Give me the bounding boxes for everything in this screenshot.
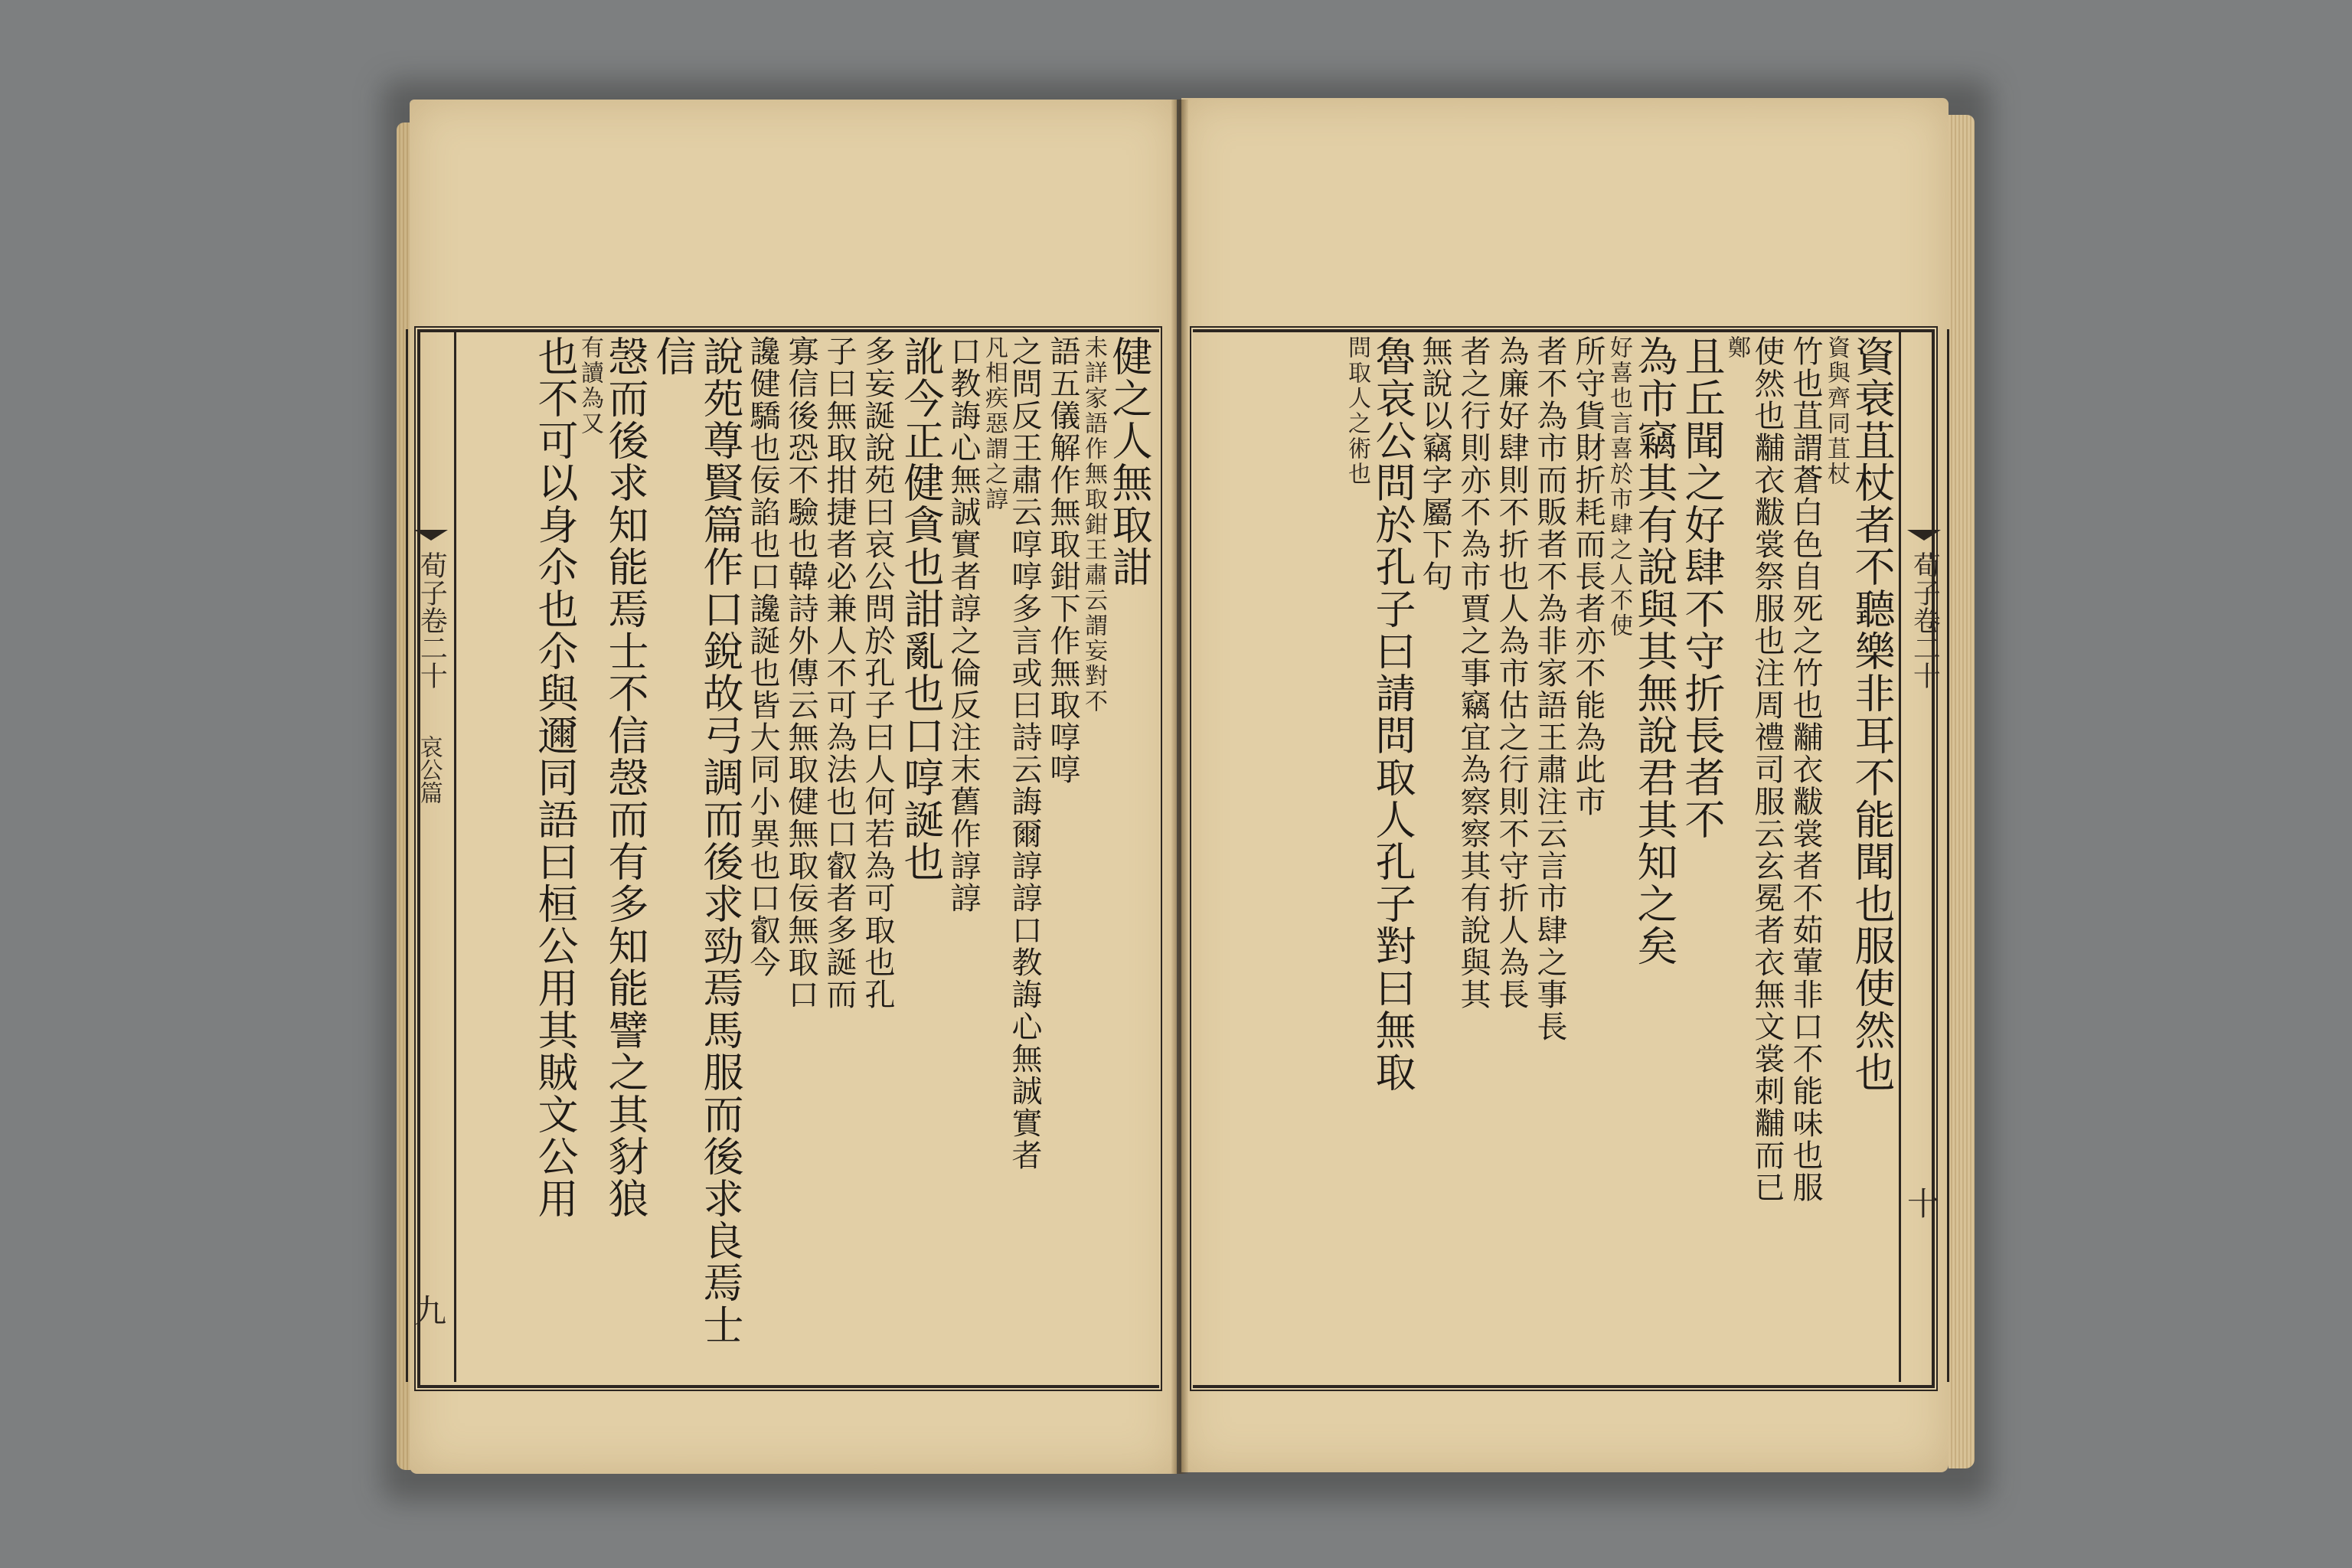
- text-column: 愨而後求知能焉士不信愨而有多知能譬之其豺狼: [602, 335, 648, 1220]
- band-page-number: 九: [414, 1292, 447, 1330]
- text-column: 使然也黼衣黻裳祭服也注周禮司服云玄冕者衣無文裳刺黼而已: [1749, 335, 1785, 1204]
- text-column: 寡信後恐不驗也韓詩外傳云無取健無取佞無取口: [783, 335, 818, 1011]
- annotation-column: 資與齊同苴杖: [1823, 335, 1850, 487]
- text-column: 為廉好肆則不折也人為市估之行則不守折人為長: [1494, 335, 1529, 1011]
- annotation-column: 凡相疾惡謂之諄: [981, 335, 1008, 512]
- text-column: 者之行則亦不為市賈之事竊宜為察察其有說與其: [1455, 335, 1491, 1011]
- text-column: 所守貨財折耗而長者亦不能為此市: [1570, 335, 1606, 818]
- annotation-column: 問取人之術也: [1344, 335, 1370, 487]
- right-page-edges: [1949, 115, 1975, 1468]
- annotation-column: 有讀為又: [577, 335, 603, 436]
- text-column: 子曰無取拑捷者必兼人不可為法也口叡者多誕而: [822, 335, 857, 1011]
- annotation-column: 鄭: [1723, 335, 1750, 361]
- text-column: 說苑尊賢篇作口銳故弓調而後求勁焉馬服而後求良焉士信: [649, 335, 743, 1346]
- text-column: 者不為市而販者不為非家語王肅注云言市肆之事長: [1532, 335, 1567, 1043]
- text-column: 讒健驕也佞諂也口讒誕也皆大同小異也口叡今: [745, 335, 780, 978]
- text-column: 竹也苴謂蒼白色自死之竹也黼衣黻裳者不茹葷非口不能味也服: [1788, 335, 1823, 1204]
- right-page-text: [1202, 335, 1895, 1377]
- annotation-column: 未詳家語作無取鉗王肅云謂妄對不: [1080, 335, 1107, 714]
- text-column: 也不可以身尒也尒與邇同語曰桓公用其賊文公用: [531, 335, 578, 1220]
- fish-tail-mark: [414, 530, 448, 541]
- text-column: 訛今正健貪也詌亂也口啍誕也: [897, 335, 944, 883]
- band-page-number: 十: [1907, 1185, 1940, 1223]
- left-page-text: [463, 335, 1152, 1377]
- text-column: 健之人無取詌: [1106, 335, 1152, 588]
- text-column: 資衰苴杖者不聽樂非耳不能聞也服使然也: [1848, 335, 1895, 1093]
- text-column: 為市竊其有說與其無說君其知之矣: [1631, 335, 1677, 967]
- text-column: 口教誨心無誠實者諄之倫反注末舊作諄諄: [946, 335, 981, 914]
- fish-tail-mark: [1907, 530, 1941, 541]
- text-column: 魯哀公問於孔子曰請問取人孔子對曰無取: [1369, 335, 1416, 1093]
- text-column: 之問反王肅云啍啍多言或曰詩云誨爾諄諄口教誨心無誠實者: [1007, 335, 1042, 1171]
- text-column: 多妄誕說苑曰哀公問於孔子曰人何若為可取也孔: [860, 335, 895, 1011]
- right-page-band: [1899, 329, 1949, 1382]
- annotation-column: 好喜也言喜於市肆之人不使: [1606, 335, 1632, 639]
- text-column: 且丘聞之好肆不守折長者不: [1678, 335, 1725, 841]
- band-chapter: 哀公篇: [415, 735, 443, 804]
- book-gutter: [1171, 100, 1188, 1474]
- band-title: 荀子卷二十: [1909, 551, 1941, 689]
- left-page-band: [406, 329, 456, 1382]
- text-column: 無說以竊字屬下句: [1417, 335, 1452, 593]
- text-column: 語五儀解作無取鉗下作無取啍啍: [1045, 335, 1080, 786]
- band-title: 荀子卷二十: [416, 551, 448, 689]
